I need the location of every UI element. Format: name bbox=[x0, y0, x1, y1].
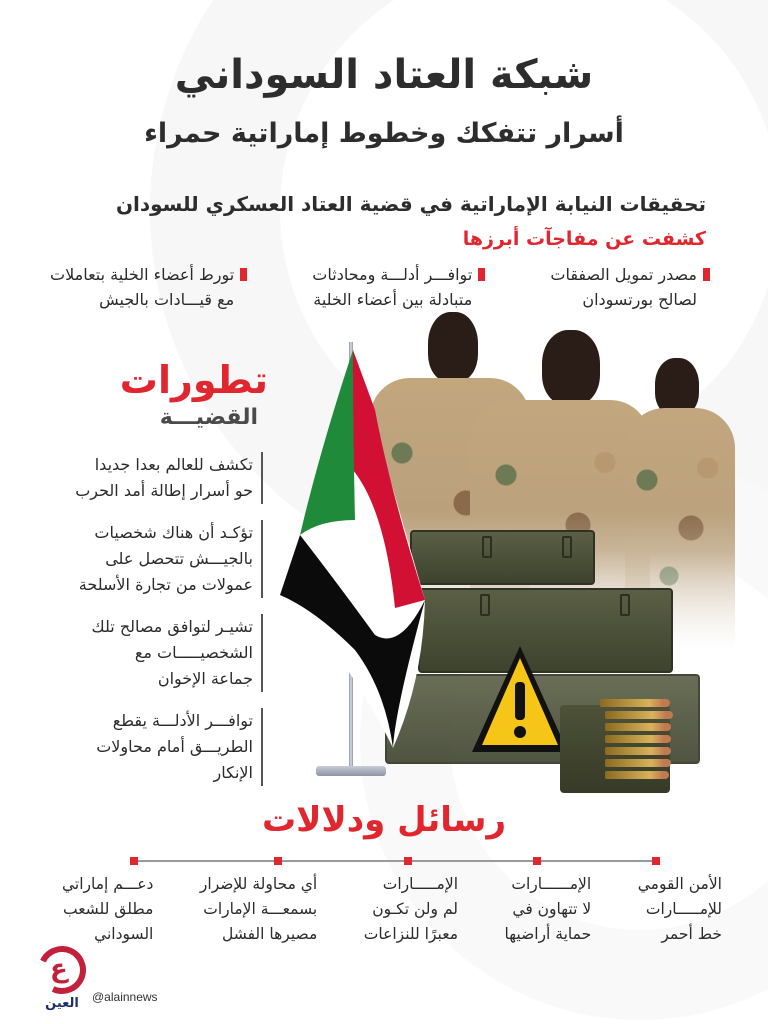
illustration-scene bbox=[270, 330, 740, 790]
development-text: توافـــر الأدلـــة يقطع bbox=[112, 711, 253, 730]
timeline-dot-icon bbox=[274, 857, 282, 865]
development-item bbox=[53, 520, 263, 598]
message-text: لا تتهاون في bbox=[512, 900, 592, 918]
message-text: السوداني bbox=[94, 925, 154, 943]
message-text: لم ولن تكـون bbox=[372, 900, 458, 918]
development-text: تؤكـد أن هناك شخصيات bbox=[94, 523, 253, 542]
message-item bbox=[505, 872, 592, 947]
red-square-bullet-icon bbox=[478, 268, 485, 281]
development-text: الشخصيـــــات مع bbox=[134, 643, 253, 662]
development-text: عمولات من تجارة الأسلحة bbox=[78, 575, 253, 594]
development-text: جماعة الإخوان bbox=[157, 669, 253, 688]
message-text: خط أحمر bbox=[661, 925, 722, 943]
red-square-bullet-icon bbox=[703, 268, 710, 281]
warning-icon bbox=[470, 642, 570, 770]
developments-title: تطورات bbox=[119, 358, 268, 402]
messages-list bbox=[62, 872, 722, 947]
development-text: بالجيـــش تتحصل على bbox=[105, 549, 253, 568]
red-square-bullet-icon bbox=[240, 268, 247, 281]
message-text: معبرًا للنزاعات bbox=[363, 925, 458, 943]
development-item bbox=[53, 708, 263, 786]
message-text: بسمعـــة الإمارات bbox=[203, 900, 318, 918]
ammo-can bbox=[560, 705, 670, 793]
messages-timeline bbox=[130, 857, 660, 865]
timeline-line bbox=[130, 860, 660, 862]
finding-text: لصالح بورتسودان bbox=[582, 290, 697, 309]
developments-list bbox=[53, 452, 263, 802]
message-item bbox=[638, 872, 722, 947]
message-text: حماية أراضيها bbox=[504, 925, 592, 943]
page-subtitle: أسرار تتفكك وخطوط إماراتية حمراء bbox=[144, 118, 624, 149]
timeline-dot-icon bbox=[533, 857, 541, 865]
finding-text: تورط أعضاء الخلية بتعاملات bbox=[50, 265, 235, 284]
sudan-flag-icon bbox=[275, 350, 425, 750]
development-item bbox=[53, 614, 263, 692]
development-text: حو أسرار إطالة أمد الحرب bbox=[75, 481, 253, 500]
message-text: دعـــم إماراتي bbox=[62, 875, 154, 893]
finding-item bbox=[312, 262, 485, 312]
finding-text: مصدر تمويل الصفقات bbox=[550, 265, 697, 284]
messages-title: رسائل ودلالات bbox=[261, 800, 507, 840]
development-item bbox=[53, 452, 263, 504]
timeline-dot-icon bbox=[404, 857, 412, 865]
message-item bbox=[364, 872, 458, 947]
ammo-crate-top bbox=[410, 530, 595, 585]
intro-highlight: كشفت عن مفاجآت أبرزها bbox=[462, 228, 706, 250]
finding-item bbox=[50, 262, 247, 312]
message-text: مطلق للشعب bbox=[62, 900, 154, 918]
message-text: الأمن القومي bbox=[637, 875, 722, 893]
message-text: للإمـــــارات bbox=[645, 900, 722, 918]
page-title: شبكة العتاد السوداني bbox=[174, 52, 594, 98]
logo-glyph: ع bbox=[50, 954, 68, 984]
timeline-dot-icon bbox=[652, 857, 660, 865]
message-item bbox=[200, 872, 317, 947]
finding-text: متبادلة بين أعضاء الخلية bbox=[313, 290, 473, 309]
social-handle: @alainnews bbox=[92, 990, 158, 1004]
message-text: الإمـــــارات bbox=[382, 875, 458, 893]
logo-name: العين bbox=[45, 996, 79, 1011]
finding-text: مع قيـــادات بالجيش bbox=[99, 290, 235, 309]
finding-item bbox=[550, 262, 710, 312]
alain-logo bbox=[36, 946, 88, 1016]
development-text: الطريـــق أمام محاولات bbox=[96, 737, 253, 756]
development-text: تشيـر لتوافق مصالح تلك bbox=[91, 617, 253, 636]
message-item bbox=[62, 872, 153, 947]
message-text: الإمــــــارات bbox=[511, 875, 592, 893]
findings-list bbox=[50, 262, 710, 312]
message-text: مصيرها الفشل bbox=[222, 925, 318, 943]
development-text: الإنكار bbox=[213, 763, 253, 782]
message-text: أي محاولة للإضرار bbox=[199, 875, 318, 893]
finding-text: توافـــر أدلـــة ومحادثات bbox=[312, 265, 473, 284]
flag-base bbox=[316, 766, 386, 776]
timeline-dot-icon bbox=[130, 857, 138, 865]
development-text: تكشف للعالم بعدا جديدا bbox=[94, 455, 253, 474]
intro-heading: تحقيقات النيابة الإماراتية في قضية العتاد العسكري للسودان bbox=[115, 192, 706, 216]
developments-subtitle: القضيـــة bbox=[159, 405, 258, 430]
